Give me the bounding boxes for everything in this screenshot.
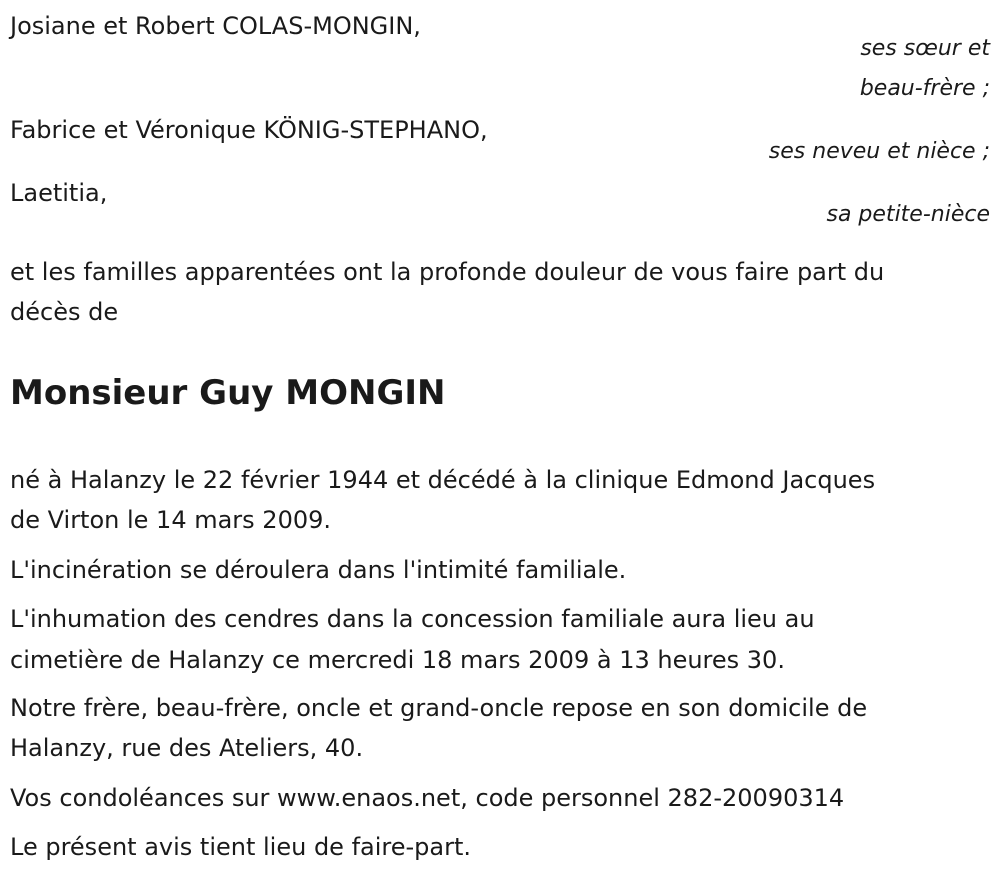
- relative-role: beau-frère ;: [859, 76, 990, 101]
- paragraph-line: né à Halanzy le 22 février 1944 et décédé à la clinique Edmond Jacques: [10, 466, 876, 494]
- paragraph-line: de Virton le 14 mars 2009.: [10, 506, 332, 534]
- paragraph-line: L'inhumation des cendres dans la concession familiale aura lieu au: [10, 605, 815, 633]
- paragraph-line: Notre frère, beau-frère, oncle et grand-oncle repose en son domicile de: [10, 694, 868, 722]
- relative-name: Laetitia,: [10, 179, 108, 207]
- paragraph-line: Le présent avis tient lieu de faire-part.: [10, 833, 472, 861]
- deceased-name: Monsieur Guy MONGIN: [10, 373, 446, 413]
- relative-name: Josiane et Robert COLAS-MONGIN,: [10, 12, 421, 40]
- announcement-line: décès de: [10, 298, 119, 326]
- paragraph-line: L'incinération se déroulera dans l'intimité familiale.: [10, 556, 627, 584]
- relative-role: sa petite-nièce: [826, 202, 990, 227]
- relative-role: ses sœur et: [860, 36, 990, 61]
- relative-role: ses neveu et nièce ;: [768, 139, 990, 164]
- announcement-line: et les familles apparentées ont la profonde douleur de vous faire part du: [10, 258, 885, 286]
- paragraph-line: cimetière de Halanzy ce mercredi 18 mars 2009 à 13 heures 30.: [10, 646, 785, 674]
- paragraph-line: Vos condoléances sur www.enaos.net, code personnel 282-20090314: [10, 784, 845, 812]
- relative-name: Fabrice et Véronique KÖNIG-STEPHANO,: [10, 116, 488, 144]
- paragraph-line: Halanzy, rue des Ateliers, 40.: [10, 734, 364, 762]
